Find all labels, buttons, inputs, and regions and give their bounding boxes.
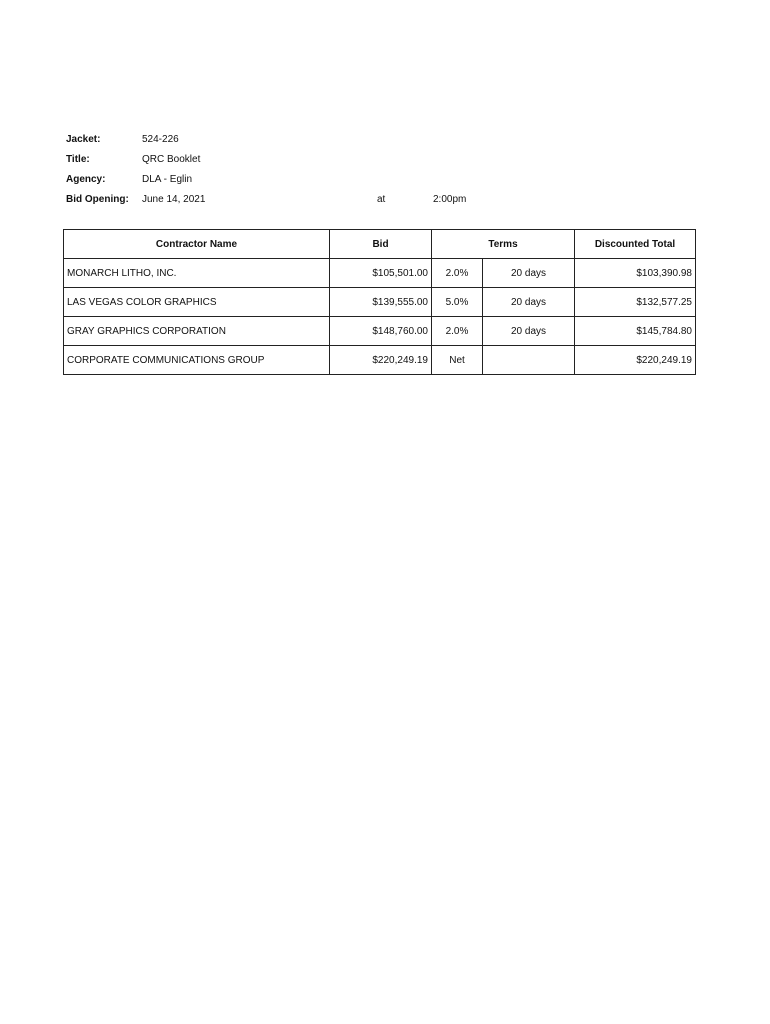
bid-opening-time: 2:00pm bbox=[433, 194, 467, 205]
terms-header: Terms bbox=[432, 230, 575, 259]
discounted-total-cell: $145,784.80 bbox=[575, 317, 696, 346]
bid-cell: $105,501.00 bbox=[330, 259, 432, 288]
agency-value: DLA - Eglin bbox=[142, 174, 193, 185]
discounted-total-cell: $132,577.25 bbox=[575, 288, 696, 317]
discount-cell: 2.0% bbox=[432, 317, 483, 346]
table-row bbox=[64, 288, 696, 317]
bid-opening-row bbox=[66, 190, 566, 210]
contractor-name-cell: MONARCH LITHO, INC. bbox=[64, 259, 330, 288]
discounted-total-cell: $220,249.19 bbox=[575, 346, 696, 375]
jacket-value: 524-226 bbox=[142, 134, 179, 145]
table-header-row bbox=[64, 230, 696, 259]
contractor-name-cell: LAS VEGAS COLOR GRAPHICS bbox=[64, 288, 330, 317]
days-cell bbox=[483, 346, 575, 375]
discount-cell: Net bbox=[432, 346, 483, 375]
bid-cell: $220,249.19 bbox=[330, 346, 432, 375]
days-cell: 20 days bbox=[483, 288, 575, 317]
agency-row bbox=[66, 170, 566, 190]
bid-results-table bbox=[63, 229, 696, 375]
contractor-name-cell: GRAY GRAPHICS CORPORATION bbox=[64, 317, 330, 346]
bid-cell: $148,760.00 bbox=[330, 317, 432, 346]
contractor-name-header: Contractor Name bbox=[64, 230, 330, 259]
bid-opening-date: June 14, 2021 bbox=[142, 194, 206, 205]
title-label: Title: bbox=[66, 154, 90, 165]
jacket-label: Jacket: bbox=[66, 134, 101, 145]
bid-header bbox=[66, 130, 566, 210]
days-cell: 20 days bbox=[483, 259, 575, 288]
discounted-total-header: Discounted Total bbox=[575, 230, 696, 259]
title-row bbox=[66, 150, 566, 170]
agency-label: Agency: bbox=[66, 174, 106, 185]
contractor-name-cell: CORPORATE COMMUNICATIONS GROUP bbox=[64, 346, 330, 375]
bid-opening-label: Bid Opening: bbox=[66, 194, 129, 205]
days-cell: 20 days bbox=[483, 317, 575, 346]
discounted-total-cell: $103,390.98 bbox=[575, 259, 696, 288]
jacket-row bbox=[66, 130, 566, 150]
table-row bbox=[64, 317, 696, 346]
title-value: QRC Booklet bbox=[142, 154, 201, 165]
bid-header: Bid bbox=[330, 230, 432, 259]
discount-cell: 2.0% bbox=[432, 259, 483, 288]
at-label: at bbox=[377, 194, 386, 205]
table-row bbox=[64, 346, 696, 375]
discount-cell: 5.0% bbox=[432, 288, 483, 317]
table-row bbox=[64, 259, 696, 288]
bid-cell: $139,555.00 bbox=[330, 288, 432, 317]
